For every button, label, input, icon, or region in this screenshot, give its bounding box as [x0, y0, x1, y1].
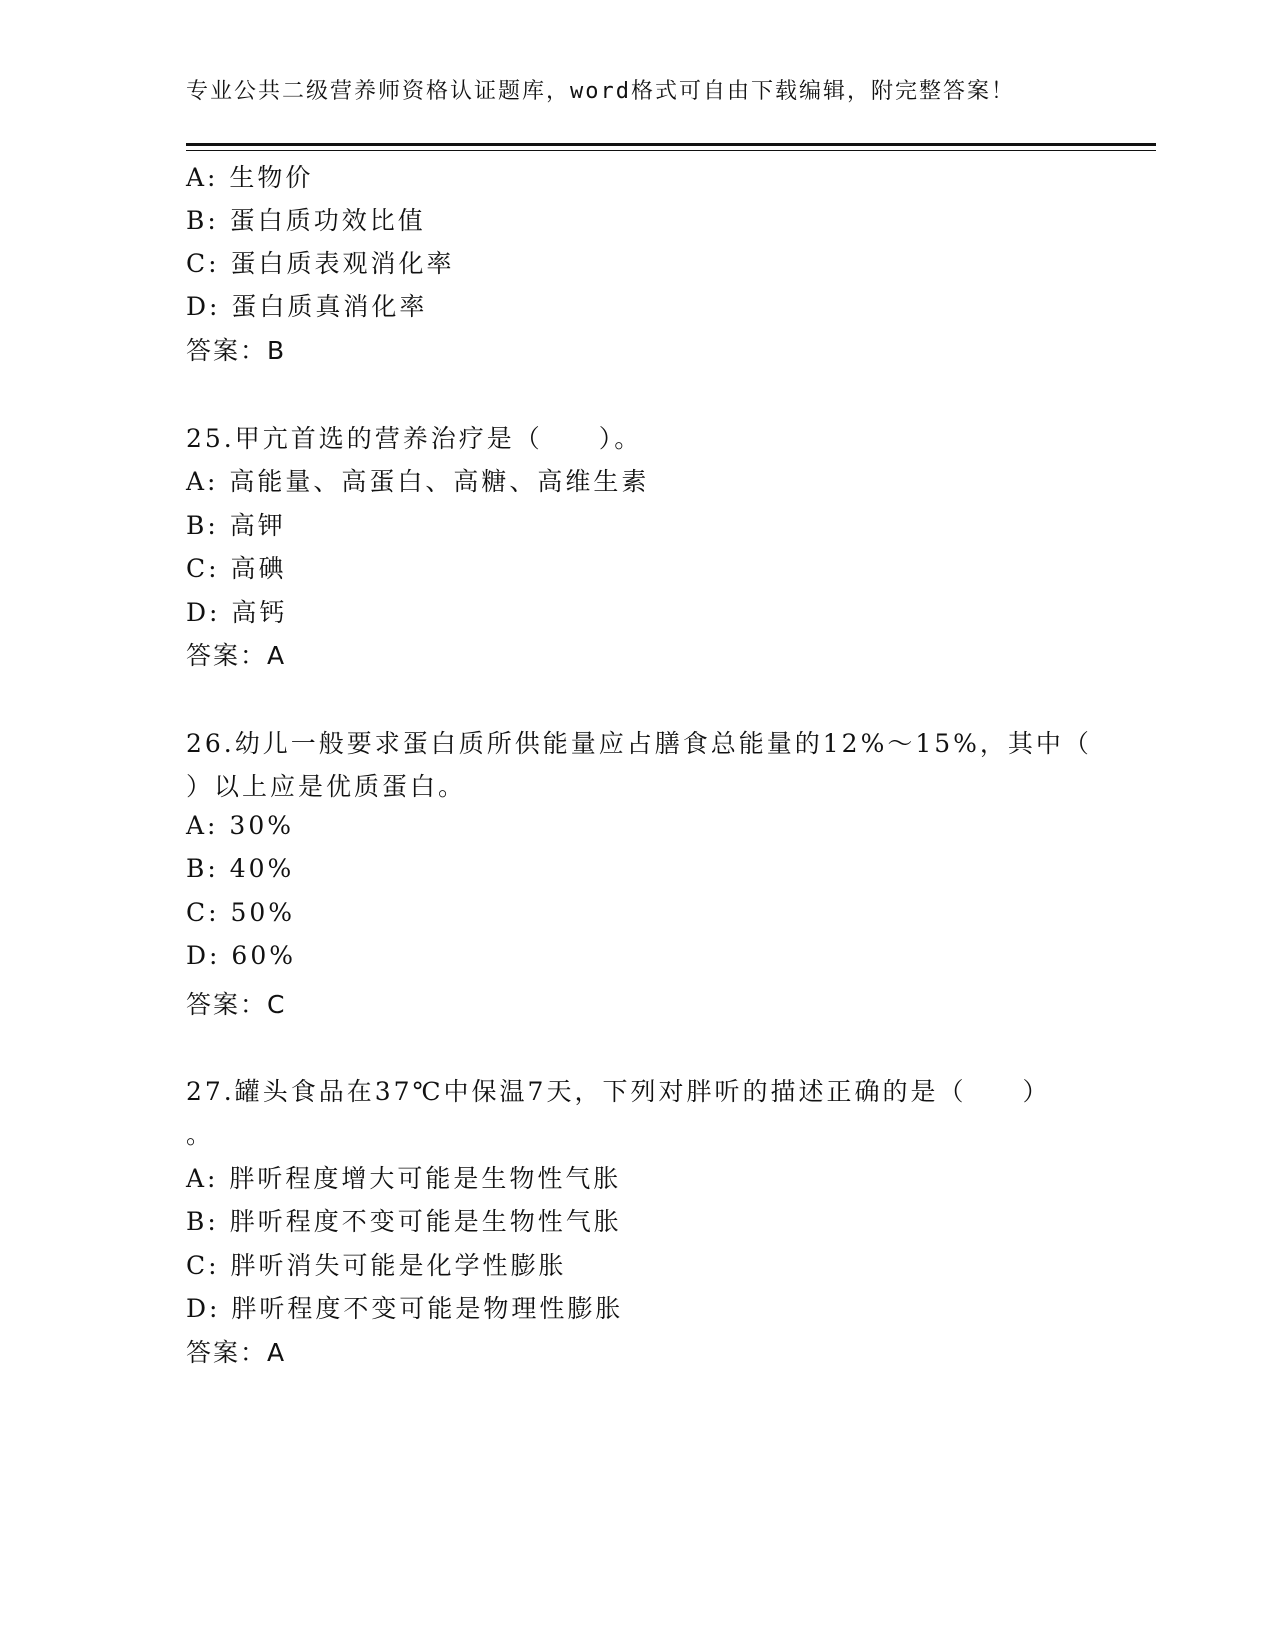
- q27-option-b: B: 胖听程度不变可能是生物性气胀: [186, 1207, 622, 1236]
- q27-option-d: D: 胖听程度不变可能是物理性膨胀: [186, 1294, 624, 1323]
- q27-option-c: C: 胖听消失可能是化学性膨胀: [186, 1251, 567, 1280]
- q27-answer: 答案：A: [186, 1338, 287, 1367]
- q24-option-b: B: 蛋白质功效比值: [186, 206, 426, 235]
- q25-option-a: A: 高能量、高蛋白、高糖、高维生素: [186, 467, 650, 496]
- q26-stem-line-2: ）以上应是优质蛋白。: [186, 772, 467, 801]
- q27-stem-line-2: 。: [186, 1120, 215, 1149]
- q26-option-c: C: 50%: [186, 898, 296, 927]
- q26-answer: 答案：C: [186, 990, 287, 1019]
- q24-option-c: C: 蛋白质表观消化率: [186, 249, 455, 278]
- q25-answer: 答案：A: [186, 641, 287, 670]
- q24-option-d: D: 蛋白质真消化率: [186, 292, 428, 321]
- header-rule-thin: [186, 150, 1156, 151]
- q26-option-d: D: 60%: [186, 941, 296, 970]
- q26-option-a: A: 30%: [186, 811, 294, 840]
- q25-option-b: B: 高钾: [186, 511, 286, 540]
- q27-option-a: A: 胖听程度增大可能是生物性气胀: [186, 1164, 622, 1193]
- q25-stem: 25.甲亢首选的营养治疗是（ ）。: [186, 424, 643, 453]
- q24-answer: 答案：B: [186, 336, 287, 365]
- q25-option-c: C: 高碘: [186, 554, 287, 583]
- q26-option-b: B: 40%: [186, 854, 295, 883]
- header-rule-thick: [186, 143, 1156, 146]
- q26-stem-line-1: 26.幼儿一般要求蛋白质所供能量应占膳食总能量的12%～15%，其中（: [186, 729, 1092, 758]
- q25-option-d: D: 高钙: [186, 598, 288, 627]
- q24-option-a: A: 生物价: [186, 163, 314, 192]
- q27-stem-line-1: 27.罐头食品在37℃中保温7天，下列对胖听的描述正确的是（ ）: [186, 1077, 1051, 1106]
- page-header: 专业公共二级营养师资格认证题库，word格式可自由下载编辑，附完整答案！: [186, 79, 1015, 104]
